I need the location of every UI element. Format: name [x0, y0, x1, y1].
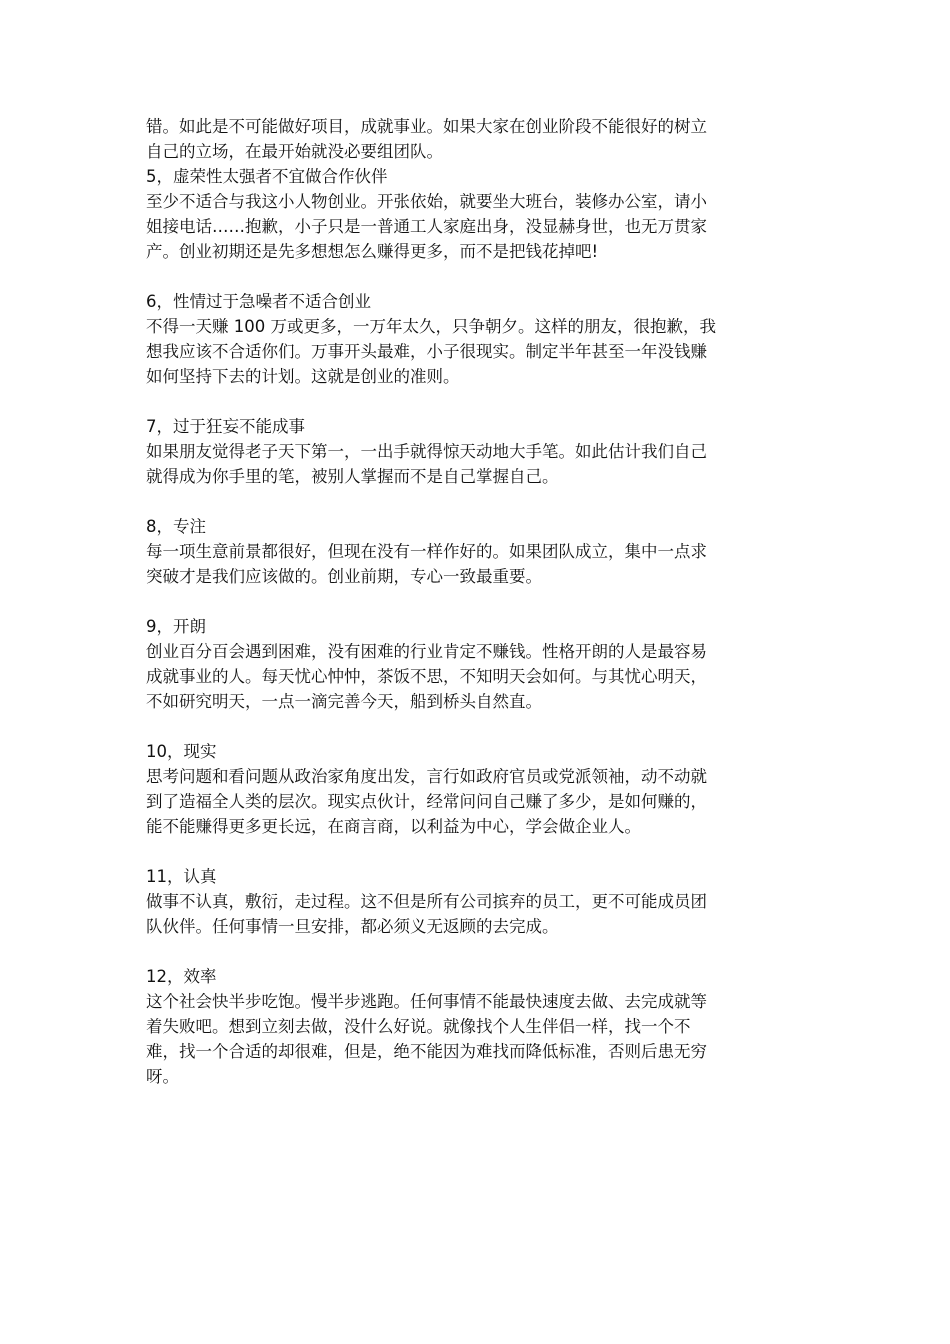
paragraph-line: 难，找一个合适的却很难，但是，绝不能因为难找而降低标准，否则后患无穷	[146, 1042, 707, 1061]
paragraph-line: 不如研究明天，一点一滴完善今天，船到桥头自然直。	[146, 692, 542, 711]
blank-line	[146, 839, 810, 864]
intro-paragraph	[146, 114, 810, 164]
paragraph-line: 突破才是我们应该做的。创业前期，专心一致最重要。	[146, 567, 542, 586]
section-heading: 8，专注	[146, 517, 206, 536]
section-10	[146, 739, 810, 839]
blank-line	[146, 589, 810, 614]
section-5	[146, 164, 810, 264]
blank-line	[146, 939, 810, 964]
paragraph-line: 错。如此是不可能做好项目，成就事业。如果大家在创业阶段不能很好的树立	[146, 117, 707, 136]
section-8	[146, 514, 810, 589]
section-9	[146, 614, 810, 714]
paragraph-line: 成就事业的人。每天忧心忡忡，茶饭不思，不知明天会如何。与其忧心明天，	[146, 667, 707, 686]
paragraph-line: 至少不适合与我这小人物创业。开张依始，就要坐大班台，装修办公室，请小	[146, 192, 707, 211]
section-heading: 5，虚荣性太强者不宜做合作伙伴	[146, 167, 388, 186]
blank-line	[146, 714, 810, 739]
paragraph-line: 创业百分百会遇到困难，没有困难的行业肯定不赚钱。性格开朗的人是最容易	[146, 642, 707, 661]
paragraph-line: 姐接电话……抱歉，小子只是一普通工人家庭出身，没显赫身世，也无万贯家	[146, 217, 707, 236]
blank-line	[146, 389, 810, 414]
paragraph-line: 就得成为你手里的笔，被别人掌握而不是自己掌握自己。	[146, 467, 559, 486]
paragraph-line: 思考问题和看问题从政治家角度出发，言行如政府官员或党派领袖，动不动就	[146, 767, 707, 786]
blank-line	[146, 264, 810, 289]
document-body	[146, 114, 810, 1089]
paragraph-line: 产。创业初期还是先多想想怎么赚得更多，而不是把钱花掉吧!	[146, 242, 599, 261]
paragraph-line: 呀。	[146, 1067, 179, 1086]
paragraph-line: 不得一天赚 100 万或更多，一万年太久，只争朝夕。这样的朋友，很抱歉，我	[146, 317, 716, 336]
paragraph-line: 做事不认真，敷衍，走过程。这不但是所有公司摈弃的员工，更不可能成员团	[146, 892, 707, 911]
paragraph-line: 每一项生意前景都很好，但现在没有一样作好的。如果团队成立，集中一点求	[146, 542, 707, 561]
section-heading: 9，开朗	[146, 617, 206, 636]
paragraph-line: 能不能赚得更多更长远，在商言商，以利益为中心，学会做企业人。	[146, 817, 641, 836]
section-11	[146, 864, 810, 939]
paragraph-line: 自己的立场，在最开始就没必要组团队。	[146, 142, 443, 161]
paragraph-line: 想我应该不合适你们。万事开头最难，小子很现实。制定半年甚至一年没钱赚	[146, 342, 707, 361]
section-7	[146, 414, 810, 489]
paragraph-line: 到了造福全人类的层次。现实点伙计，经常问问自己赚了多少，是如何赚的，	[146, 792, 707, 811]
section-heading: 7，过于狂妄不能成事	[146, 417, 305, 436]
section-heading: 6，性情过于急噪者不适合创业	[146, 292, 371, 311]
section-heading: 12，效率	[146, 967, 217, 986]
blank-line	[146, 489, 810, 514]
paragraph-line: 队伙伴。任何事情一旦安排，都必须义无返顾的去完成。	[146, 917, 559, 936]
paragraph-line: 如果朋友觉得老子天下第一，一出手就得惊天动地大手笔。如此估计我们自己	[146, 442, 707, 461]
section-heading: 10，现实	[146, 742, 217, 761]
section-12	[146, 964, 810, 1089]
paragraph-line: 着失败吧。想到立刻去做，没什么好说。就像找个人生伴侣一样，找一个不	[146, 1017, 691, 1036]
section-6	[146, 289, 810, 389]
section-heading: 11，认真	[146, 867, 217, 886]
paragraph-line: 这个社会快半步吃饱。慢半步逃跑。任何事情不能最快速度去做、去完成就等	[146, 992, 707, 1011]
paragraph-line: 如何坚持下去的计划。这就是创业的准则。	[146, 367, 460, 386]
